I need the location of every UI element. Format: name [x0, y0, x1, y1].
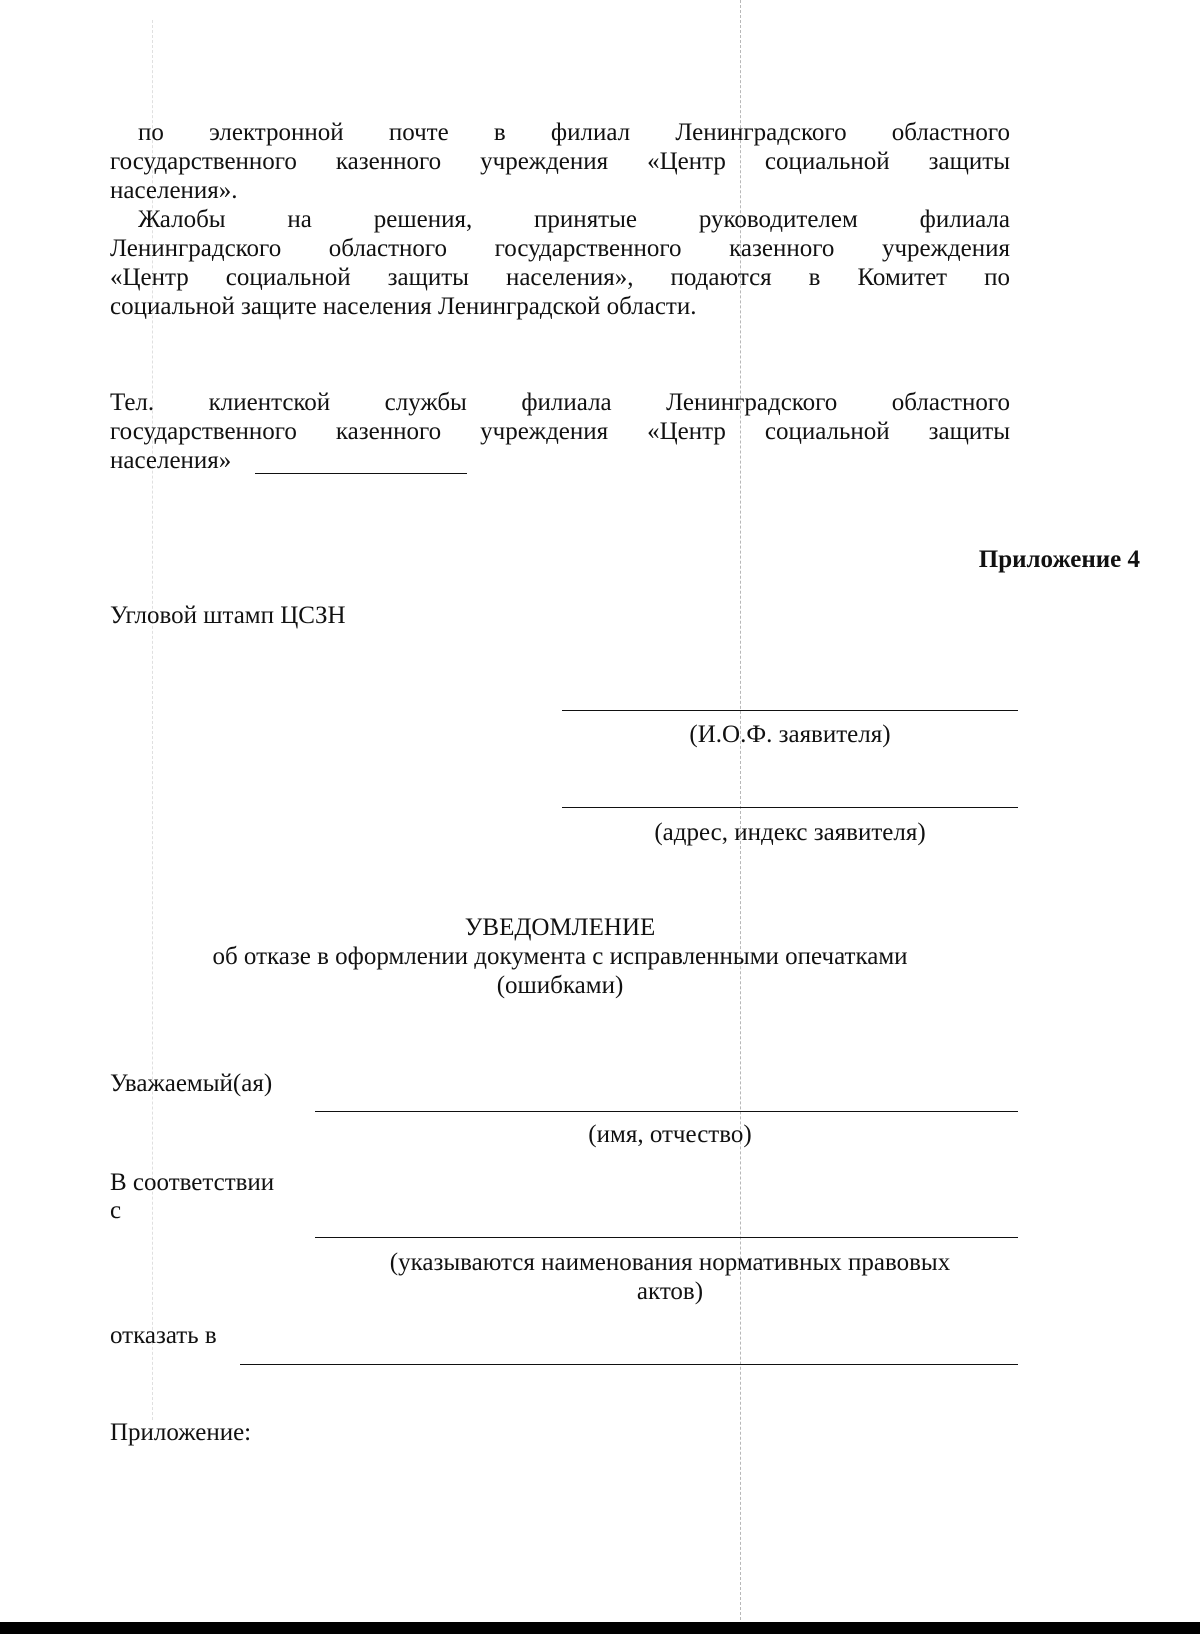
- phone-line3: населения»: [110, 447, 232, 474]
- scan-bottom-edge: [0, 1622, 1200, 1634]
- block1-line1: по электронной почте в филиал Ленинградского областного: [138, 119, 1010, 146]
- phone-blank-line: [255, 473, 467, 474]
- corner-stamp-label: Угловой штамп ЦСЗН: [110, 602, 346, 629]
- applicant-address-line: [562, 807, 1018, 808]
- accordance-caption-line2: актов): [636, 1278, 704, 1305]
- greeting-caption: (имя, отчество): [588, 1121, 752, 1148]
- block2-line1: Жалобы на решения, принятые руководителем филиала: [138, 206, 1010, 233]
- notice-title: УВЕДОМЛЕНИЕ: [464, 914, 656, 941]
- greeting-label: Уважаемый(ая): [110, 1070, 273, 1097]
- phone-line1: Тел. клиентской службы филиала Ленинградского областного: [110, 389, 1010, 416]
- phone-line2: государственного казенного учреждения «Центр социальной защиты: [110, 418, 1010, 445]
- greeting-name-line: [315, 1111, 1018, 1112]
- accordance-label-line1: В соответствии: [110, 1169, 275, 1196]
- applicant-name-caption: (И.О.Ф. заявителя): [689, 721, 891, 748]
- block1-line2: государственного казенного учреждения «Центр социальной защиты: [110, 148, 1010, 175]
- applicant-address-caption: (адрес, индекс заявителя): [654, 819, 926, 846]
- block1-line3: населения».: [110, 177, 238, 204]
- attachment-label: Приложение:: [110, 1419, 252, 1446]
- accordance-acts-line: [315, 1237, 1018, 1238]
- block2-line4: социальной защите населения Ленинградской области.: [110, 293, 697, 320]
- appendix-title: Приложение 4: [978, 546, 1140, 573]
- accordance-caption-line1: (указываются наименования нормативных правовых: [389, 1249, 951, 1276]
- notice-subtitle-line1: об отказе в оформлении документа с исправленными опечатками: [212, 943, 908, 970]
- block2-line3: «Центр социальной защиты населения», подаются в Комитет по: [110, 264, 1010, 291]
- notice-subtitle-line2: (ошибками): [496, 972, 624, 999]
- block2-line2: Ленинградского областного государственного казенного учреждения: [110, 235, 1010, 262]
- refuse-reason-line: [240, 1364, 1018, 1365]
- accordance-label-line2: с: [110, 1197, 122, 1224]
- applicant-name-line: [562, 710, 1018, 711]
- refuse-label: отказать в: [110, 1322, 217, 1349]
